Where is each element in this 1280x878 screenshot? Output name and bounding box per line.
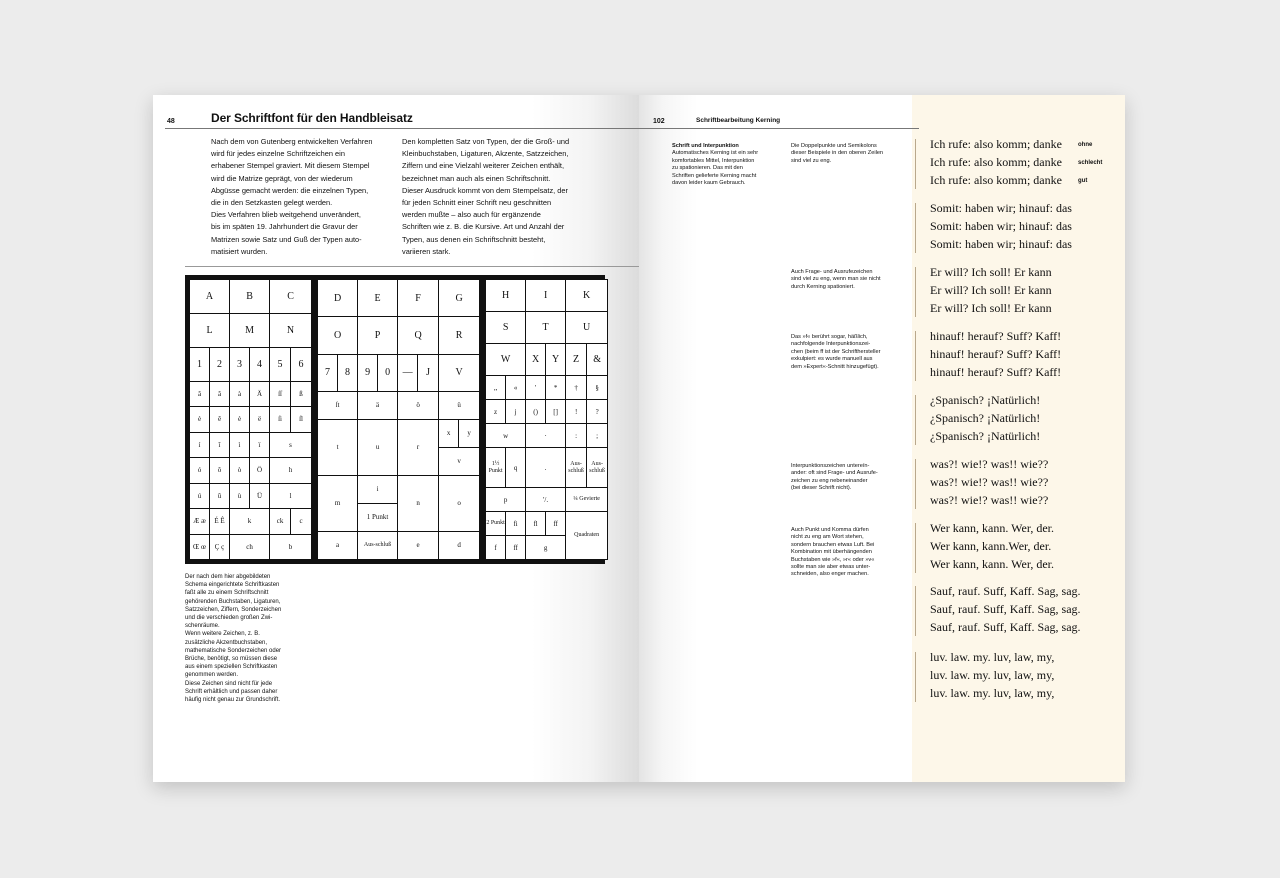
case-cell: í [190, 432, 210, 457]
intro-heading: Schrift und Interpunktion [672, 143, 739, 149]
caption-line: genommen werden. [185, 672, 239, 679]
book-spread [153, 95, 1125, 782]
note-line: Kombination mit überhängenden [791, 549, 872, 556]
example-bar [915, 267, 916, 317]
case-cell: H [486, 280, 526, 312]
case-cell: ¼ Gevierte [566, 488, 608, 512]
case-cell: A [190, 280, 230, 314]
note-line: durch Kerning spationiert. [791, 283, 855, 290]
caption-line: aus einem speziellen Schriftkasten [185, 664, 278, 671]
case-cell: w [486, 424, 526, 448]
case-cell: ! [566, 400, 587, 424]
case-cell: ò [230, 458, 250, 483]
note-line: Die Doppelpunkte und Semikolons [791, 143, 877, 149]
body-line: bezeichnet man auch als einen Schriftschnitt. [402, 173, 551, 183]
case-cell: d [439, 531, 480, 559]
side-note-4 [791, 463, 906, 493]
case-cell: U [566, 312, 608, 344]
case-cell: É Ê [210, 509, 230, 534]
case-cell: â [190, 381, 210, 406]
case-cell: r [398, 419, 439, 475]
case-cell: 6 [291, 347, 312, 381]
caption-line: Diese Zeichen sind nicht für jede [185, 680, 273, 687]
example-line: Wer kann, kann. Wer, der. [930, 557, 1054, 571]
case-cell: ô [210, 458, 230, 483]
case-cell: S [486, 312, 526, 344]
caption-line: Schrift erhältlich und passen daher [185, 688, 278, 695]
example-tag: gut [1078, 178, 1088, 184]
example-line: Somit: haben wir; hinauf: das [930, 219, 1072, 233]
case-cell: p [486, 488, 526, 512]
case-cell: 1 Punkt [358, 503, 398, 531]
case-cell: a [318, 531, 358, 559]
note-line: sollte man sie aber etwas unter- [791, 564, 871, 571]
caption-line: gehörenden Buchstaben, Ligaturen, [185, 598, 281, 605]
body-line: wird für jedes einzelne Schriftzeichen ein [211, 149, 345, 159]
intro-note [672, 143, 782, 187]
case-cell: b [270, 534, 312, 559]
note-line: sind viel zu eng. [791, 157, 832, 164]
note-line: nicht zu eng am Wort stehen, [791, 534, 864, 541]
caption-line: zusätzliche Akzentbuchstaben, [185, 639, 268, 646]
case-cell: ë [250, 407, 270, 432]
case-cell: : [566, 424, 587, 448]
case-cell: Q [398, 317, 439, 354]
note-line: Auch Punkt und Komma dürfen [791, 527, 869, 533]
note-line: Das »f« berührt sogar, häßlich, [791, 334, 868, 340]
side-note-1 [791, 143, 906, 165]
left-page [153, 95, 639, 782]
case-cell: ê [210, 407, 230, 432]
case-cell: è [230, 407, 250, 432]
figure-caption [185, 573, 297, 704]
note-line: Auch Frage- und Ausrufezeichen [791, 269, 873, 275]
note-line: ander: oft sind Frage- und Ausrufe- [791, 470, 878, 477]
example-bar [915, 395, 916, 445]
case-cell: ' [526, 376, 546, 400]
example-tag: schlecht [1078, 160, 1103, 166]
case-cell: ? [587, 400, 608, 424]
side-note-5 [791, 527, 906, 579]
case-cell: ß [291, 381, 312, 406]
note-line: dieser Beispiele in den oberen Zeilen [791, 150, 884, 157]
caption-line: häufig nicht genau zur Grundschrift. [185, 697, 281, 704]
example-line: Ich rufe: also komm; danke [930, 137, 1062, 151]
case-cell: o [439, 475, 480, 531]
case-cell: M [230, 313, 270, 347]
case-cell: y [459, 419, 480, 447]
case-cell: X [526, 344, 546, 376]
body-line: werden mußte – also auch für ergänzende [402, 210, 541, 220]
caption-line: Satzzeichen, Ziffern, Sonderzeichen [185, 606, 282, 613]
body-line: für jeden Schnitt einer Schrift neu geschnitten [402, 198, 552, 208]
body-line: Kleinbuchstaben, Ligaturen, Akzente, Satzzeichen, [402, 149, 569, 159]
case-cell: † [566, 376, 587, 400]
body-line: Typen, aus denen ein Schriftschnitt besteht, [402, 234, 546, 244]
case-cell: Ç ç [210, 534, 230, 559]
example-line: Er will? Ich soll! Er kann [930, 265, 1052, 279]
example-line: Somit: haben wir; hinauf: das [930, 237, 1072, 251]
example-line: Somit: haben wir; hinauf: das [930, 201, 1072, 215]
note-line: chen (beim ff ist der Schrifthersteller [791, 348, 881, 355]
side-note-3 [791, 334, 906, 371]
page-title: Der Schriftfont für den Handbleisatz [211, 111, 413, 125]
example-bar [915, 203, 916, 253]
case-cell: P [358, 317, 398, 354]
caption-line: Wenn weitere Zeichen, z. B. [185, 631, 260, 638]
note-line: Buchstaben wie »f«, »r« oder »v« [791, 556, 875, 563]
note-line: sind viel zu eng, wenn man sie nicht [791, 276, 881, 283]
case-cell: W [486, 344, 526, 376]
case-cell: Ä [250, 381, 270, 406]
caption-line: Brüche, benötigt, so müssen diese [185, 656, 278, 663]
case-cell: k [230, 509, 270, 534]
body-line: Abgüsse gemacht werden: die einzelnen Typen, [211, 185, 369, 195]
header-rule [639, 128, 919, 129]
case-cell: ì [230, 432, 250, 457]
example-bar [915, 586, 916, 636]
case-cell: à [230, 381, 250, 406]
example-line: Ich rufe: also komm; danke [930, 155, 1062, 169]
case-cell: Aus-schluß [566, 448, 587, 488]
body-line: Dies Verfahren blieb weitgehend unverändert, [211, 210, 361, 220]
intro-line: Automatisches Kerning ist ein sehr [672, 150, 759, 157]
case-cell: O [318, 317, 358, 354]
body-line: erhabener Stempel graviert. Mit diesem Stempel [211, 161, 370, 171]
case-cell: ſl [291, 407, 312, 432]
case-cell: 2 Punkt [486, 512, 506, 536]
caption-line: und die verschieden großen Zwi- [185, 615, 273, 622]
case-cell: Y [546, 344, 566, 376]
intro-line: zu spationieren. Das mit den [672, 165, 743, 172]
case-cell: l [270, 483, 312, 508]
case-cell: ã [210, 381, 230, 406]
case-cell: ö [398, 391, 439, 419]
body-line: Schriften wie z. B. die Kursive. Art und Anzahl der [402, 222, 565, 232]
case-cell: ch [230, 534, 270, 559]
running-head: Schriftbearbeitung Kerning [696, 117, 781, 124]
caption-line: Schema eingerichtete Schriftkasten [185, 582, 280, 589]
note-line: schneiden, also enger machen. [791, 571, 869, 578]
body-column-2 [402, 136, 592, 258]
example-line: Ich rufe: also komm; danke [930, 173, 1062, 187]
case-cell: ff [546, 512, 566, 536]
note-line: Interpunktionszeichen untereín- [791, 463, 870, 469]
case-cell: ck [270, 509, 291, 534]
case-cell: 9 [358, 354, 378, 391]
example-bar [915, 139, 916, 189]
type-case-diagram [185, 275, 605, 564]
case-cell: fi [506, 512, 526, 536]
case-cell: c [291, 509, 312, 534]
example-line: Er will? Ich soll! Er kann [930, 301, 1052, 315]
section-rule [185, 266, 639, 267]
example-line: Sauf, rauf. Suff, Kaff. Sag, sag. [930, 602, 1081, 616]
case-cell: û [210, 483, 230, 508]
case-cell: . [526, 448, 566, 488]
example-line: Sauf, rauf. Suff, Kaff. Sag, sag. [930, 620, 1081, 634]
note-line: nachfolgende Interpunktionszei- [791, 341, 871, 348]
caption-line: faßt alle zu einem Schriftschnitt [185, 590, 269, 597]
case-cell: è [190, 407, 210, 432]
case-cell: 0 [378, 354, 398, 391]
header-rule [165, 128, 639, 129]
case-cell: G [439, 280, 480, 317]
case-cell: Ö [250, 458, 270, 483]
case-cell: & [587, 344, 608, 376]
example-line: Wer kann, kann. Wer, der. [930, 521, 1054, 535]
example-line: was?! wie!? was!! wie?? [930, 475, 1049, 489]
case-cell: R [439, 317, 480, 354]
case-cell: 4 [250, 347, 270, 381]
body-line: matisiert wurden. [211, 246, 268, 256]
body-line: Den kompletten Satz von Typen, der die Groß- und [402, 137, 570, 146]
example-line: ¿Spanisch? ¡Natürlich! [930, 411, 1041, 425]
case-cell: t [318, 419, 358, 475]
example-line: Wer kann, kann.Wer, der. [930, 539, 1052, 553]
intro-line: davon leider kaum Gebrauch. [672, 180, 746, 187]
case-cell: h [270, 458, 312, 483]
case-cell: Aus-schluß [358, 531, 398, 559]
case-cell: u [358, 419, 398, 475]
case-cell: — [398, 354, 418, 391]
type-case-right [485, 279, 608, 560]
case-cell: Z [566, 344, 587, 376]
example-line: ¿Spanisch? ¡Natürlich! [930, 429, 1041, 443]
note-line: exkulpiert: es wurde manuell aus [791, 356, 873, 363]
example-line: was?! wie!? was!! wie?? [930, 457, 1049, 471]
example-line: Er will? Ich soll! Er kann [930, 283, 1052, 297]
example-line: luv. law. my. luv, law, my, [930, 668, 1055, 682]
case-cell: fl [526, 512, 546, 536]
case-cell: 8 [338, 354, 358, 391]
case-cell: ù [230, 483, 250, 508]
case-cell: n [398, 475, 439, 531]
left-page-number: 48 [167, 118, 175, 125]
case-cell: 5 [270, 347, 291, 381]
note-line: zeichen zu eng nebeneinander [791, 477, 868, 484]
caption-line: Der nach dem hier abgebildeten [185, 574, 271, 580]
case-cell: L [190, 313, 230, 347]
body-line: Matrizen sowie Satz und Guß der Typen auto- [211, 234, 362, 244]
right-page-number: 102 [653, 118, 665, 125]
body-line: wird die Matrize geprägt, von der wiederum [211, 173, 353, 183]
case-cell: Quadraten [566, 512, 608, 560]
case-cell: 7 [318, 354, 338, 391]
case-cell: § [587, 376, 608, 400]
case-cell: z [486, 400, 506, 424]
example-line: hinauf! herauf? Suff? Kaff! [930, 329, 1062, 343]
case-cell: B [230, 280, 270, 314]
example-line: ¿Spanisch? ¡Natürlich! [930, 393, 1041, 407]
case-cell: ; [587, 424, 608, 448]
case-cell: Aus-schluß [587, 448, 608, 488]
case-cell: 1 [190, 347, 210, 381]
body-line: bis im späten 19. Jahrhundert die Gravur der [211, 222, 358, 232]
note-line: (bei dieser Schrift nicht). [791, 485, 852, 492]
right-page [639, 95, 1125, 782]
body-line: Nach dem von Gutenberg entwickelten Verfahren [211, 137, 373, 146]
case-cell: ä [358, 391, 398, 419]
caption-line: mathematische Sonderzeichen oder [185, 647, 282, 654]
case-cell: î [210, 432, 230, 457]
example-bar [915, 331, 916, 381]
case-cell: C [270, 280, 312, 314]
case-cell: '/. [526, 488, 566, 512]
case-cell: q [506, 448, 526, 488]
intro-line: Schriften gelieferte Kerning macht [672, 172, 757, 179]
case-cell: I [526, 280, 566, 312]
case-cell: Œ œ [190, 534, 210, 559]
case-cell: T [526, 312, 566, 344]
case-cell: () [526, 400, 546, 424]
example-line: hinauf! herauf? Suff? Kaff! [930, 347, 1062, 361]
case-cell: v [439, 447, 480, 475]
type-case-middle [317, 279, 480, 560]
case-cell: V [439, 354, 480, 391]
case-cell: ſt [318, 391, 358, 419]
body-line: die in den Setzkasten gelegt werden. [211, 198, 333, 208]
example-bar [915, 459, 916, 509]
example-line: luv. law. my. luv, law, my, [930, 686, 1055, 700]
case-cell: · [526, 424, 566, 448]
case-cell: ú [190, 483, 210, 508]
case-cell: D [318, 280, 358, 317]
case-cell: ſi [270, 407, 291, 432]
example-line: was?! wie!? was!! wie?? [930, 493, 1049, 507]
type-case-left [189, 279, 312, 560]
body-line: Dieser Ausdruck kommt von dem Stempelsatz, der [402, 185, 568, 195]
case-cell: 2 [210, 347, 230, 381]
case-cell: x [439, 419, 459, 447]
case-cell: ü [439, 391, 480, 419]
note-line: dem »Expert«-Schnitt hinzugefügt). [791, 363, 879, 370]
case-cell: [] [546, 400, 566, 424]
case-cell: * [546, 376, 566, 400]
case-cell: Æ æ [190, 509, 210, 534]
example-tag: ohne [1078, 142, 1093, 148]
case-cell: i [358, 475, 398, 503]
intro-line: komfortables Mittel, Interpunktion [672, 157, 755, 164]
case-cell: N [270, 313, 312, 347]
case-cell: 3 [230, 347, 250, 381]
case-cell: ſſ [270, 381, 291, 406]
case-cell: j [506, 400, 526, 424]
case-cell: m [318, 475, 358, 531]
case-cell: F [398, 280, 439, 317]
example-line: Sauf, rauf. Suff, Kaff. Sag, sag. [930, 584, 1081, 598]
example-bar [915, 523, 916, 573]
case-cell: « [506, 376, 526, 400]
case-cell: f [486, 536, 506, 560]
body-line: Ziffern und eine Vielzahl weiterer Zeichen enthält, [402, 161, 565, 171]
body-column-1 [211, 136, 396, 258]
body-line: variieren stark. [402, 246, 451, 256]
example-bar [915, 652, 916, 702]
example-line: luv. law. my. luv, law, my, [930, 650, 1055, 664]
case-cell: Ü [250, 483, 270, 508]
example-line: hinauf! herauf? Suff? Kaff! [930, 365, 1062, 379]
case-cell: 1½ Punkt [486, 448, 506, 488]
case-cell: ó [190, 458, 210, 483]
case-cell: E [358, 280, 398, 317]
case-cell: g [526, 536, 566, 560]
note-line: sondern brauchen etwas Luft. Bei [791, 541, 875, 548]
caption-line: schenräume. [185, 623, 220, 630]
case-cell: ï [250, 432, 270, 457]
case-cell: s [270, 432, 312, 457]
case-cell: K [566, 280, 608, 312]
case-cell: J [418, 354, 439, 391]
case-cell: ,, [486, 376, 506, 400]
side-note-2 [791, 269, 906, 291]
case-cell: ff [506, 536, 526, 560]
case-cell: e [398, 531, 439, 559]
